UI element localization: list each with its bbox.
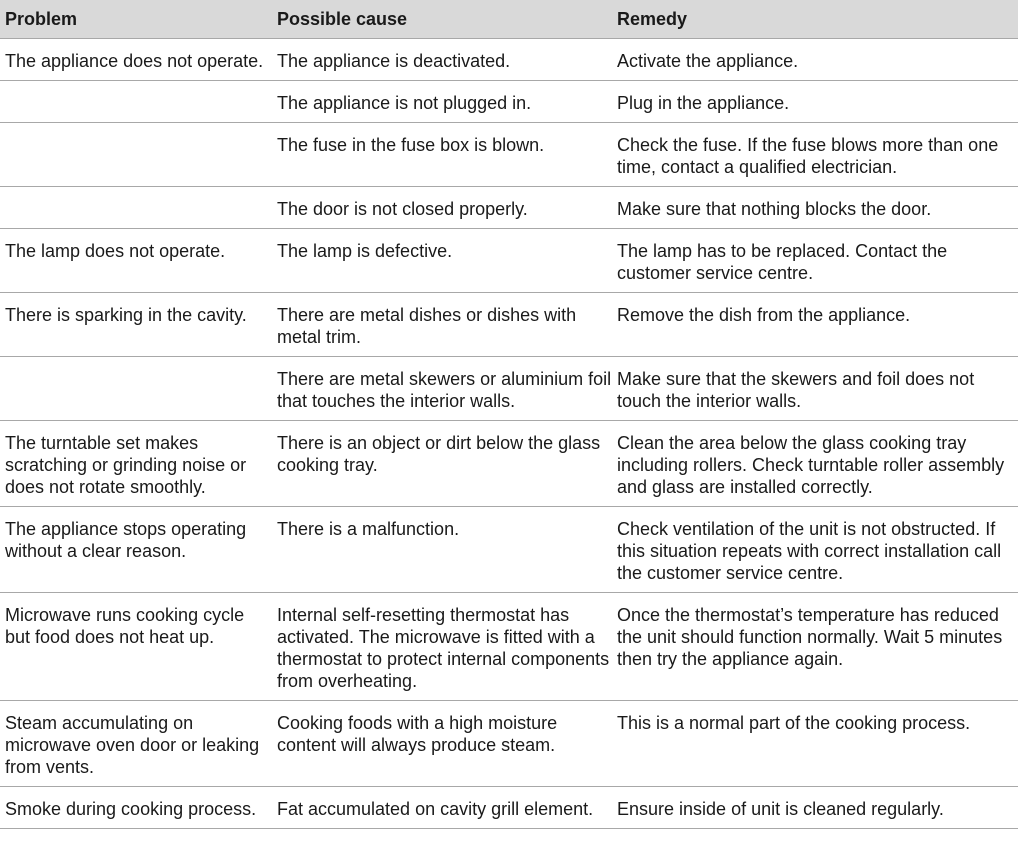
problem-cell: Smoke during cooking process. [0,787,272,829]
cause-cell: There is a malfunction. [272,507,612,593]
table-row [0,293,1018,357]
remedy-cell: Once the thermostat’s temperature has reduced the unit should function normally. Wait 5 minutes then try the appliance again. [612,593,1018,701]
table-header-row [0,0,1018,39]
table-row [0,787,1018,829]
cause-cell: There is an object or dirt below the glass cooking tray. [272,421,612,507]
remedy-cell: Check ventilation of the unit is not obstructed. If this situation repeats with correct installation call the customer service centre. [612,507,1018,593]
table-row [0,701,1018,787]
cause-cell: The appliance is deactivated. [272,39,612,81]
table-row [0,421,1018,507]
problem-cell [0,357,272,421]
table-row [0,81,1018,123]
header-possible-cause: Possible cause [272,0,612,39]
remedy-cell: Clean the area below the glass cooking tray including rollers. Check turntable roller assembly and glass are installed correctly. [612,421,1018,507]
cause-cell: The fuse in the fuse box is blown. [272,123,612,187]
problem-cell: The lamp does not operate. [0,229,272,293]
remedy-cell: Make sure that nothing blocks the door. [612,187,1018,229]
table-row [0,229,1018,293]
cause-cell: The lamp is defective. [272,229,612,293]
problem-cell: Steam accumulating on microwave oven door or leaking from vents. [0,701,272,787]
problem-cell [0,187,272,229]
table-row [0,507,1018,593]
header-problem: Problem [0,0,272,39]
cause-cell: There are metal dishes or dishes with metal trim. [272,293,612,357]
table-row [0,357,1018,421]
table-row [0,187,1018,229]
remedy-cell: Plug in the appliance. [612,81,1018,123]
problem-cell [0,81,272,123]
remedy-cell: Check the fuse. If the fuse blows more than one time, contact a qualified electrician. [612,123,1018,187]
header-remedy: Remedy [612,0,1018,39]
cause-cell: There are metal skewers or aluminium foil that touches the interior walls. [272,357,612,421]
remedy-cell: Make sure that the skewers and foil does not touch the interior walls. [612,357,1018,421]
problem-cell: The appliance stops operating without a clear reason. [0,507,272,593]
cause-cell: Fat accumulated on cavity grill element. [272,787,612,829]
table-row [0,39,1018,81]
table-row [0,123,1018,187]
cause-cell: The appliance is not plugged in. [272,81,612,123]
remedy-cell: This is a normal part of the cooking process. [612,701,1018,787]
problem-cell: Microwave runs cooking cycle but food does not heat up. [0,593,272,701]
cause-cell: Internal self-resetting thermostat has activated. The microwave is fitted with a thermostat to protect internal components from overheating. [272,593,612,701]
problem-cell: There is sparking in the cavity. [0,293,272,357]
remedy-cell: Remove the dish from the appliance. [612,293,1018,357]
remedy-cell: Ensure inside of unit is cleaned regularly. [612,787,1018,829]
remedy-cell: Activate the appliance. [612,39,1018,81]
problem-cell [0,123,272,187]
problem-cell: The turntable set makes scratching or grinding noise or does not rotate smoothly. [0,421,272,507]
cause-cell: Cooking foods with a high moisture content will always produce steam. [272,701,612,787]
cause-cell: The door is not closed properly. [272,187,612,229]
problem-cell: The appliance does not operate. [0,39,272,81]
remedy-cell: The lamp has to be replaced. Contact the customer service centre. [612,229,1018,293]
table-row [0,593,1018,701]
